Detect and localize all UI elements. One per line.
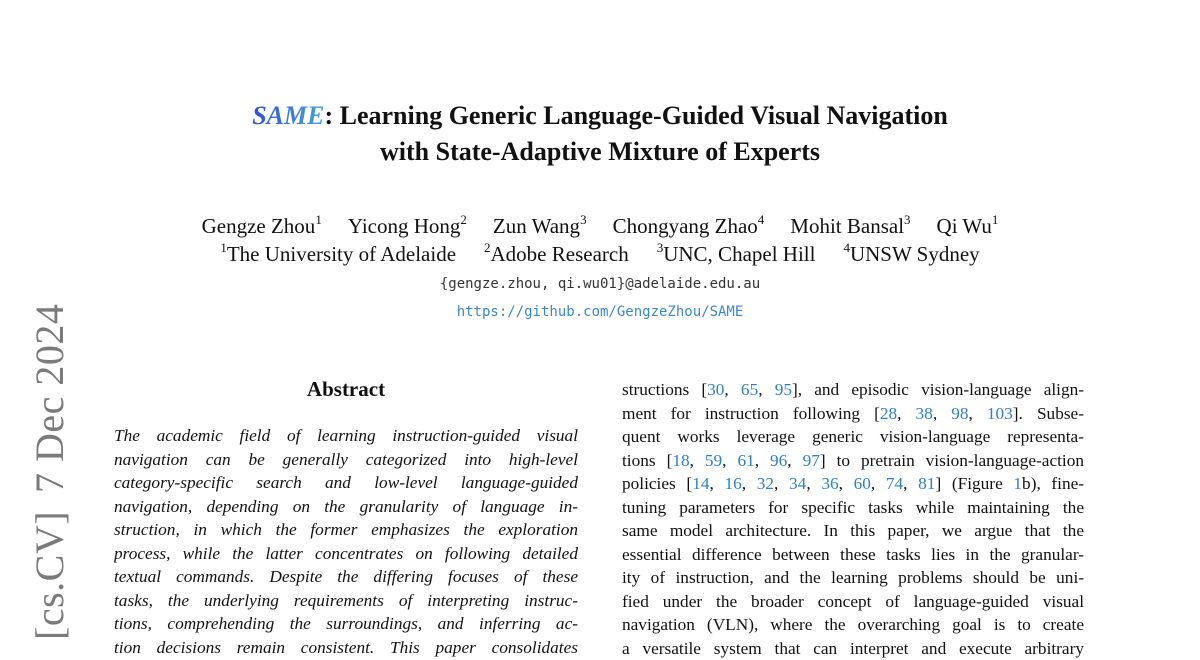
body-text: ment for instruction following [ xyxy=(622,404,880,423)
body-text: ], and episodic vision-language align- xyxy=(792,380,1084,399)
body-text: quent works leverage generic vision-language representa- xyxy=(622,427,1084,446)
body-text: tions [ xyxy=(622,451,672,470)
body-text: ] (Figure xyxy=(935,474,1013,493)
author-affiliation-mark: 1 xyxy=(992,212,999,227)
abstract-column xyxy=(114,374,578,659)
body-line xyxy=(622,613,1084,637)
affiliation-mark: 4 xyxy=(843,240,850,255)
citation-link[interactable]: 34 xyxy=(789,474,806,493)
body-line xyxy=(622,543,1084,567)
body-line xyxy=(622,472,1084,496)
abstract-line: The academic field of learning instruction-guided visual xyxy=(114,424,578,448)
body-text: fied under the broader concept of language-guided visual xyxy=(622,592,1084,611)
body-line xyxy=(622,425,1084,449)
citation-link[interactable]: 14 xyxy=(692,474,709,493)
citation-link[interactable]: 65 xyxy=(741,380,758,399)
citation-link[interactable]: 61 xyxy=(737,451,754,470)
author-name xyxy=(202,214,322,238)
author-name-text: Mohit Bansal xyxy=(790,214,904,238)
abstract-line: textual commands. Despite the differing focuses of these xyxy=(114,565,578,589)
body-text: , xyxy=(709,474,724,493)
abstract-line: tasks, the underlying requirements of interpreting instruc- xyxy=(114,589,578,613)
author-name xyxy=(493,214,587,238)
citation-link[interactable]: 60 xyxy=(854,474,871,493)
author-affiliation-mark: 3 xyxy=(580,212,587,227)
body-line xyxy=(622,402,1084,426)
author-affiliation-mark: 1 xyxy=(315,212,322,227)
contact-email: {gengze.zhou, qi.wu01}@adelaide.edu.au xyxy=(0,274,1200,294)
body-text: , xyxy=(839,474,854,493)
affiliation-name: The University of Adelaide xyxy=(227,242,456,266)
abstract-body xyxy=(114,424,578,659)
citation-link[interactable]: 97 xyxy=(803,451,820,470)
arxiv-date: 7 Dec 2024 xyxy=(27,304,72,493)
citation-link[interactable]: 81 xyxy=(918,474,935,493)
citation-link[interactable]: 96 xyxy=(770,451,787,470)
citation-link[interactable]: 98 xyxy=(951,404,968,423)
abstract-line: tions, comprehending the surroundings, and inferring ac- xyxy=(114,612,578,636)
author-name-text: Gengze Zhou xyxy=(202,214,316,238)
body-text: same model architecture. In this paper, we argue that the xyxy=(622,521,1084,540)
body-line xyxy=(622,378,1084,402)
affiliation xyxy=(220,242,456,266)
title-line-2: with State-Adaptive Mixture of Experts xyxy=(0,134,1200,170)
affiliation-name: UNSW Sydney xyxy=(850,242,980,266)
abstract-line: navigation can be generally categorized into high-level xyxy=(114,448,578,472)
body-text: , xyxy=(903,474,918,493)
body-text: ] to pretrain vision-language-action xyxy=(820,451,1084,470)
body-text: b), fine- xyxy=(1022,474,1084,493)
body-text: , xyxy=(968,404,986,423)
body-text: ity of instruction, and the learning problems should be uni- xyxy=(622,568,1084,587)
body-text: , xyxy=(724,380,741,399)
body-line xyxy=(622,519,1084,543)
author-name xyxy=(348,214,467,238)
author-name xyxy=(790,214,910,238)
citation-link[interactable]: 1 xyxy=(1013,474,1022,493)
affiliation-name: Adobe Research xyxy=(491,242,629,266)
author-name-text: Zun Wang xyxy=(493,214,580,238)
body-text: , xyxy=(774,474,789,493)
author-name xyxy=(937,214,999,238)
body-line xyxy=(622,590,1084,614)
body-text: , xyxy=(787,451,802,470)
affiliation-list xyxy=(0,240,1200,268)
author-affiliation-mark: 4 xyxy=(758,212,765,227)
arxiv-category: [cs.CV] xyxy=(27,511,72,640)
citation-link[interactable]: 74 xyxy=(886,474,903,493)
body-text: policies [ xyxy=(622,474,692,493)
citation-link[interactable]: 36 xyxy=(821,474,838,493)
body-text: , xyxy=(722,451,737,470)
title-line-1-rest: : Learning Generic Language-Guided Visual Navigation xyxy=(324,101,947,130)
citation-link[interactable]: 18 xyxy=(672,451,689,470)
citation-link[interactable]: 38 xyxy=(916,404,933,423)
project-link[interactable]: https://github.com/GengzeZhou/SAME xyxy=(0,302,1200,322)
body-text: , xyxy=(806,474,821,493)
abstract-line: category-specific search and low-level language-guided xyxy=(114,471,578,495)
body-line xyxy=(622,496,1084,520)
body-line xyxy=(622,637,1084,660)
abstract-line: struction, in which the former emphasizes the exploration xyxy=(114,518,578,542)
body-text: , xyxy=(755,451,770,470)
body-text: structions [ xyxy=(622,380,707,399)
citation-link[interactable]: 59 xyxy=(705,451,722,470)
affiliation xyxy=(484,242,629,266)
body-text: ]. Subse- xyxy=(1013,404,1084,423)
citation-link[interactable]: 30 xyxy=(707,380,724,399)
abstract-line: tion decisions remain consistent. This paper consolidates xyxy=(114,636,578,660)
body-text: , xyxy=(897,404,915,423)
author-affiliation-mark: 2 xyxy=(460,212,467,227)
body-text: , xyxy=(742,474,757,493)
affiliation-mark: 2 xyxy=(484,240,491,255)
body-text: navigation (VLN), where the overarching goal is to create xyxy=(622,615,1084,634)
affiliation xyxy=(657,242,816,266)
author-affiliation-mark: 3 xyxy=(904,212,911,227)
affiliation xyxy=(843,242,979,266)
affiliation-mark: 3 xyxy=(657,240,664,255)
body-text: tuning parameters for specific tasks while maintaining the xyxy=(622,498,1084,517)
body-text: , xyxy=(758,380,775,399)
body-line xyxy=(622,566,1084,590)
citation-link[interactable]: 103 xyxy=(987,404,1013,423)
abstract-line: process, while the latter concentrates on following detailed xyxy=(114,542,578,566)
citation-link[interactable]: 95 xyxy=(775,380,792,399)
introduction-column xyxy=(622,378,1084,660)
title-line-1 xyxy=(0,98,1200,134)
author-name-text: Chongyang Zhao xyxy=(613,214,758,238)
title-brand: SAME xyxy=(252,101,324,130)
affiliation-mark: 1 xyxy=(220,240,227,255)
paper-title xyxy=(0,98,1200,170)
abstract-heading: Abstract xyxy=(114,374,578,404)
author-name xyxy=(613,214,765,238)
body-line xyxy=(622,449,1084,473)
citation-link[interactable]: 28 xyxy=(880,404,897,423)
arxiv-stamp xyxy=(28,304,72,640)
body-text: , xyxy=(690,451,705,470)
author-name-text: Qi Wu xyxy=(937,214,992,238)
body-text: , xyxy=(871,474,886,493)
abstract-line: navigation, depending on the granularity of language in- xyxy=(114,495,578,519)
body-text: a versatile system that can interpret and execute arbitrary xyxy=(622,639,1084,658)
body-text: essential difference between these tasks lies in the granular- xyxy=(622,545,1084,564)
citation-link[interactable]: 16 xyxy=(724,474,741,493)
author-name-text: Yicong Hong xyxy=(348,214,461,238)
body-text: , xyxy=(933,404,951,423)
affiliation-name: UNC, Chapel Hill xyxy=(663,242,815,266)
author-list xyxy=(0,212,1200,240)
citation-link[interactable]: 32 xyxy=(757,474,774,493)
